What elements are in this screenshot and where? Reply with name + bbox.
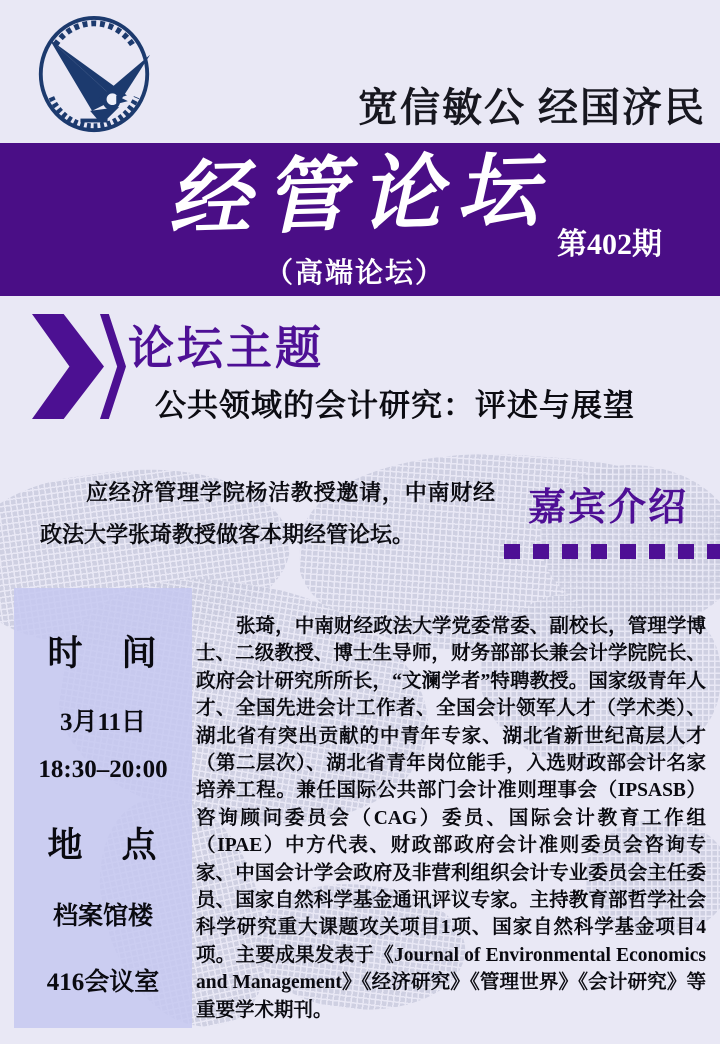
square-bullet bbox=[620, 544, 636, 559]
decorative-squares bbox=[504, 544, 720, 559]
square-bullet bbox=[649, 544, 665, 559]
chevron-big bbox=[32, 314, 104, 419]
eagle-emblem-icon bbox=[34, 14, 154, 138]
square-bullet bbox=[707, 544, 720, 559]
date-value: 3月11日 bbox=[59, 709, 147, 736]
topic-title: 公共领域的会计研究：评述与展望 bbox=[155, 388, 635, 423]
double-chevron-icon bbox=[32, 314, 128, 419]
title-banner bbox=[0, 143, 720, 296]
time-label: 时 间 bbox=[47, 634, 159, 673]
motto-text: 宽信敏公 经国济民 bbox=[358, 85, 706, 130]
place-label: 地 点 bbox=[47, 826, 159, 865]
issue-number: 第402期 bbox=[557, 228, 662, 261]
square-bullet bbox=[533, 544, 549, 559]
time-value: 18:30–20:00 bbox=[38, 756, 168, 783]
square-bullet bbox=[678, 544, 694, 559]
intro-paragraph: 应经济管理学院杨洁教授邀请，中南财经政法大学张琦教授做客本期经管论坛。 bbox=[40, 480, 495, 547]
place-building: 档案馆楼 bbox=[52, 903, 153, 930]
square-bullet bbox=[591, 544, 607, 559]
square-bullet bbox=[562, 544, 578, 559]
guest-intro-heading: 嘉宾介绍 bbox=[528, 487, 689, 529]
schedule-panel bbox=[14, 588, 192, 1028]
square-bullet bbox=[504, 544, 520, 559]
forum-subtitle: （高端论坛） bbox=[264, 258, 445, 289]
place-room: 416会议室 bbox=[46, 969, 160, 996]
topic-heading: 论坛主题 bbox=[128, 323, 324, 374]
forum-title: 经管论坛 bbox=[166, 141, 554, 249]
guest-bio-paragraph: 张琦，中南财经政法大学党委常委、副校长，管理学博士、二级教授、博士生导师，财务部部长兼会计学院院长、政府会计研究所所长，“文澜学者”特聘教授。国家级青年人才、全国先进会计工作者、全国会计领军人才（学术类）、湖北省有突出贡献的中青年专家、湖北省新世纪高层人才（第二层次）、湖北省青年岗位能手，入选财政部会计名家培养工程。兼任国际公共部门会计准则理事会（IPSASB）咨询顾问委员会（CAG）委员、国际会计教育工作组（IPAE）中方代表、财政部政府会计准则委员会咨询专家、中国会计学会政府及非营利组织会计专业委员会主任委员、国家自然科学基金通讯评议专家。主持教育部哲学社会科学研究重大课题攻关项目1项、国家自然科学基金项目4项。主要成果发表于《Journal of Environmental Economics and Management》《经济研究》《管理世界》《会计研究》等重要学术期刊。 bbox=[196, 616, 706, 1021]
